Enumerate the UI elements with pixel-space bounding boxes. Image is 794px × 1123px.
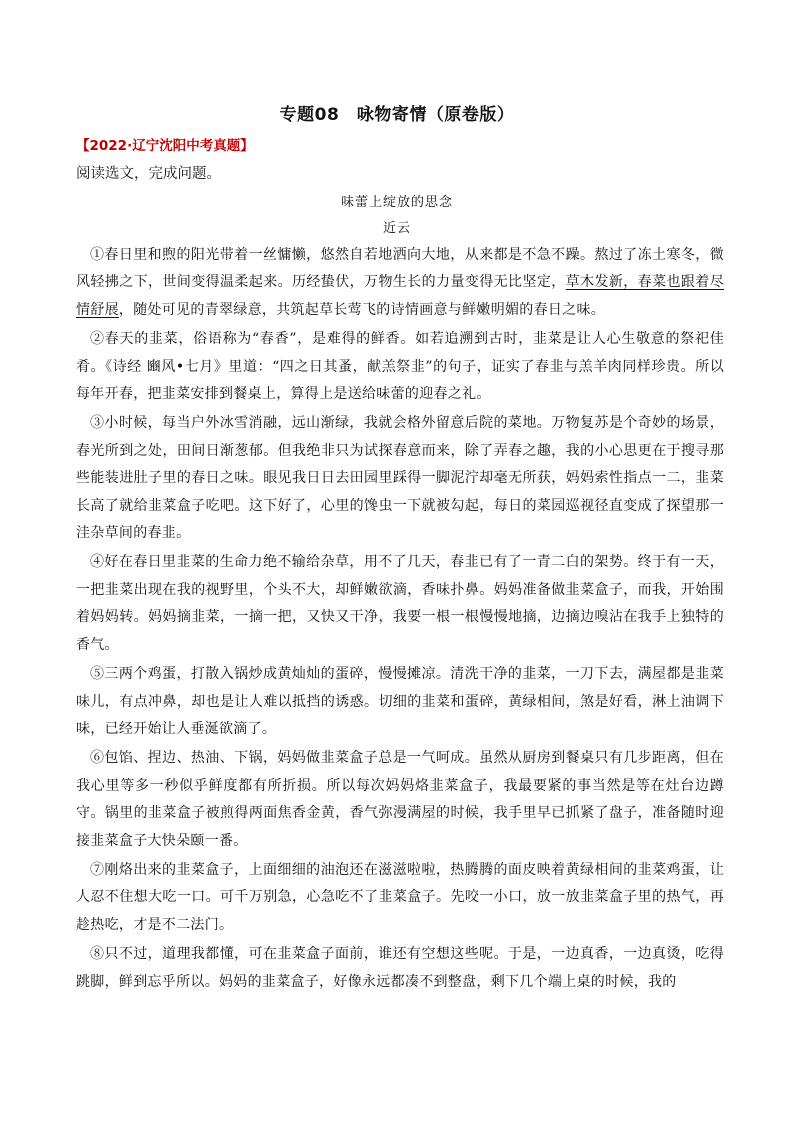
paragraph-1 — [76, 242, 724, 324]
paragraph-7: ⑦刚烙出来的韭菜盒子，上面细细的油泡还在滋滋啦啦，热腾腾的面皮映着黄绿相间的韭菜鸡蛋，让人忍不住想大吃一口。可千万别急，心急吃不了韭菜盒子。先咬一小口，放一放韭菜盒子里的热气，再趁热吃，才是不二法门。 — [76, 861, 724, 933]
article-author: 近云 — [382, 221, 411, 236]
page-title: 专题08 咏物寄情（原卷版） — [279, 105, 515, 125]
paragraph-8: ⑧只不过，道理我都懂，可在韭菜盒子面前，谁还有空想这些呢。于是，一边真香，一边真烫，吃得跳脚，鲜到忘乎所以。妈妈的韭菜盒子，好像永远都凑不到整盘，剩下几个端上桌的时候，我的 — [76, 946, 724, 990]
paragraph-3: ③小时候，每当户外冰雪消融，远山渐绿，我就会格外留意后院的菜地。万物复苏是个奇妙的场景，春光所到之处，田间日渐葱郁。但我绝非只为试探春意而来，除了弄春之趣，我的小心思更在于搜寻那些能装进肚子里的春日之味。眼见我日日去田园里踩得一脚泥泞却毫无所获，妈妈索性指点一二，韭菜长高了就给韭菜盒子吃吧。这下好了，心里的馋虫一下就被勾起，每日的菜园巡视径直变成了探望那一洼杂草间的春韭。 — [76, 415, 724, 542]
underlined-sentence: 草木发新，春菜也跟着尽情舒展 — [76, 274, 724, 318]
paragraph-1-end: ，随处可见的青翠绿意，共筑起草长莺飞的诗情画意与鲜嫩明媚的春日之味。 — [118, 301, 606, 318]
paragraph-1-start: ①春日里和煦的阳光带着一丝慵懒，悠然自若地洒向大地，从来都是不急不躁。熬过了冻土寒冬，微风轻拂之下，世间变得温柔起来。历经蛰伏，万物生长的力量变得无比坚定， — [76, 247, 724, 291]
source-tag: 【2022·辽宁沈阳中考真题】 — [76, 138, 254, 154]
paragraph-2: ②春天的韭菜，俗语称为“春香”，是难得的鲜香。如若追溯到古时，韭菜是让人心生敬意的祭祀佳肴。《诗经 豳风•七月》里道：“四之日其蚤，献羔祭韭”的句子，证实了春韭与羔羊肉同样珍贵。所以每年开春，把韭菜安排到餐桌上，算得上是送给味蕾的迎春之礼。 — [76, 331, 724, 403]
paragraph-4: ④好在春日里韭菜的生命力绝不输给杂草，用不了几天，春韭已有了一青二白的架势。终于有一天，一把韭菜出现在我的视野里，个头不大，却鲜嫩欲滴，香味扑鼻。妈妈准备做韭菜盒子，而我，开始围着妈妈转。妈妈摘韭菜，一摘一把，又快又干净，我要一根一根慢慢地摘，边摘边嗅沾在我手上独特的香气。 — [76, 554, 724, 653]
paragraph-5: ⑤三两个鸡蛋，打散入锅炒成黄灿灿的蛋碎，慢慢摊凉。清洗干净的韭菜，一刀下去，满屋都是韭菜味儿，有点冲鼻，却也是让人难以抵挡的诱惑。切细的韭菜和蛋碎，黄绿相间，煞是好看，淋上油调下味，已经开始让人垂涎欲滴了。 — [76, 666, 724, 737]
instruction-text: 阅读选文，完成问题。 — [76, 166, 221, 182]
article-title: 味蕾上绽放的思念 — [340, 195, 453, 210]
paragraph-6: ⑥包馅、捏边、热油、下锅，妈妈做韭菜盒子总是一气呵成。虽然从厨房到餐桌只有几步距离，但在我心里等多一秒似乎鲜度都有所折损。所以每次妈妈烙韭菜盒子，我最要紧的事当然是等在灶台边蹲守。锅里的韭菜盒子被煎得两面焦香金黄，香气弥漫满屋的时候，我手里早已抓紧了盘子，准备随时迎接韭菜盒子大快朵颐一番。 — [76, 750, 724, 849]
article-body — [76, 242, 724, 996]
